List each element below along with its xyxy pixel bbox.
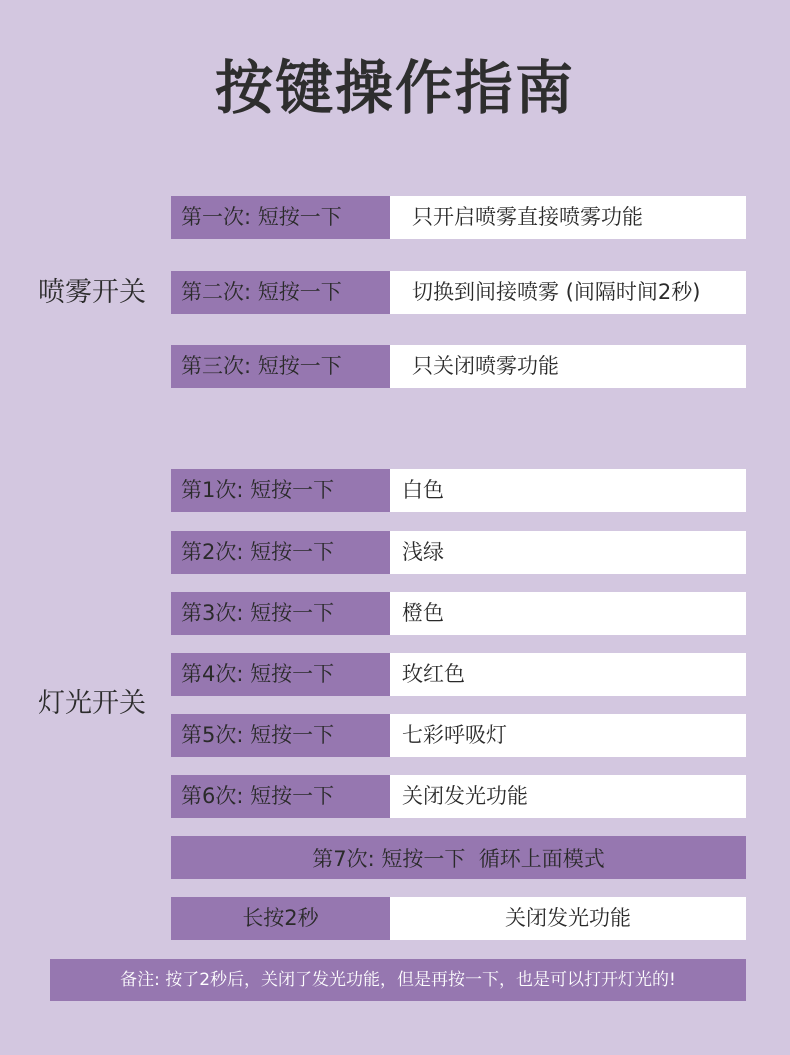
long-press-row	[171, 897, 746, 940]
long-press-value: 关闭发光功能	[390, 897, 746, 940]
light-row-3-value: 橙色	[390, 592, 746, 635]
light-row-3	[171, 592, 746, 635]
light-row-6-value: 关闭发光功能	[390, 775, 746, 818]
light-row-1-value: 白色	[390, 469, 746, 512]
light-row-5-value: 七彩呼吸灯	[390, 714, 746, 757]
light-row-1-key: 第1次: 短按一下	[171, 469, 390, 512]
light-row-4-value: 玫红色	[390, 653, 746, 696]
spray-row-2	[171, 271, 746, 314]
light-row-5-key: 第5次: 短按一下	[171, 714, 390, 757]
spray-row-3-value: 只关闭喷雾功能	[390, 345, 746, 388]
spray-row-1-key: 第一次: 短按一下	[171, 196, 390, 239]
light-row-2-key: 第2次: 短按一下	[171, 531, 390, 574]
light-row-3-key: 第3次: 短按一下	[171, 592, 390, 635]
light-switch-label: 灯光开关	[38, 688, 146, 719]
spray-row-3	[171, 345, 746, 388]
light-row-1	[171, 469, 746, 512]
light-row-7-cycle	[171, 836, 746, 879]
light-row-6-key: 第6次: 短按一下	[171, 775, 390, 818]
spray-row-1-value: 只开启喷雾直接喷雾功能	[390, 196, 746, 239]
spray-row-2-key: 第二次: 短按一下	[171, 271, 390, 314]
page-title: 按键操作指南	[214, 54, 575, 122]
light-row-4-key: 第4次: 短按一下	[171, 653, 390, 696]
long-press-key: 长按2秒	[171, 897, 390, 940]
spray-switch-label: 喷雾开关	[38, 277, 146, 308]
footnote: 备注: 按了2秒后，关闭了发光功能，但是再按一下，也是可以打开灯光的!	[50, 959, 746, 1001]
spray-row-3-key: 第三次: 短按一下	[171, 345, 390, 388]
light-row-6	[171, 775, 746, 818]
spray-row-1	[171, 196, 746, 239]
spray-row-2-value: 切换到间接喷雾 (间隔时间2秒)	[390, 271, 746, 314]
light-row-5	[171, 714, 746, 757]
light-row-2	[171, 531, 746, 574]
light-row-2-value: 浅绿	[390, 531, 746, 574]
light-row-7-text: 第7次: 短按一下 循环上面模式	[312, 846, 605, 871]
light-row-4	[171, 653, 746, 696]
